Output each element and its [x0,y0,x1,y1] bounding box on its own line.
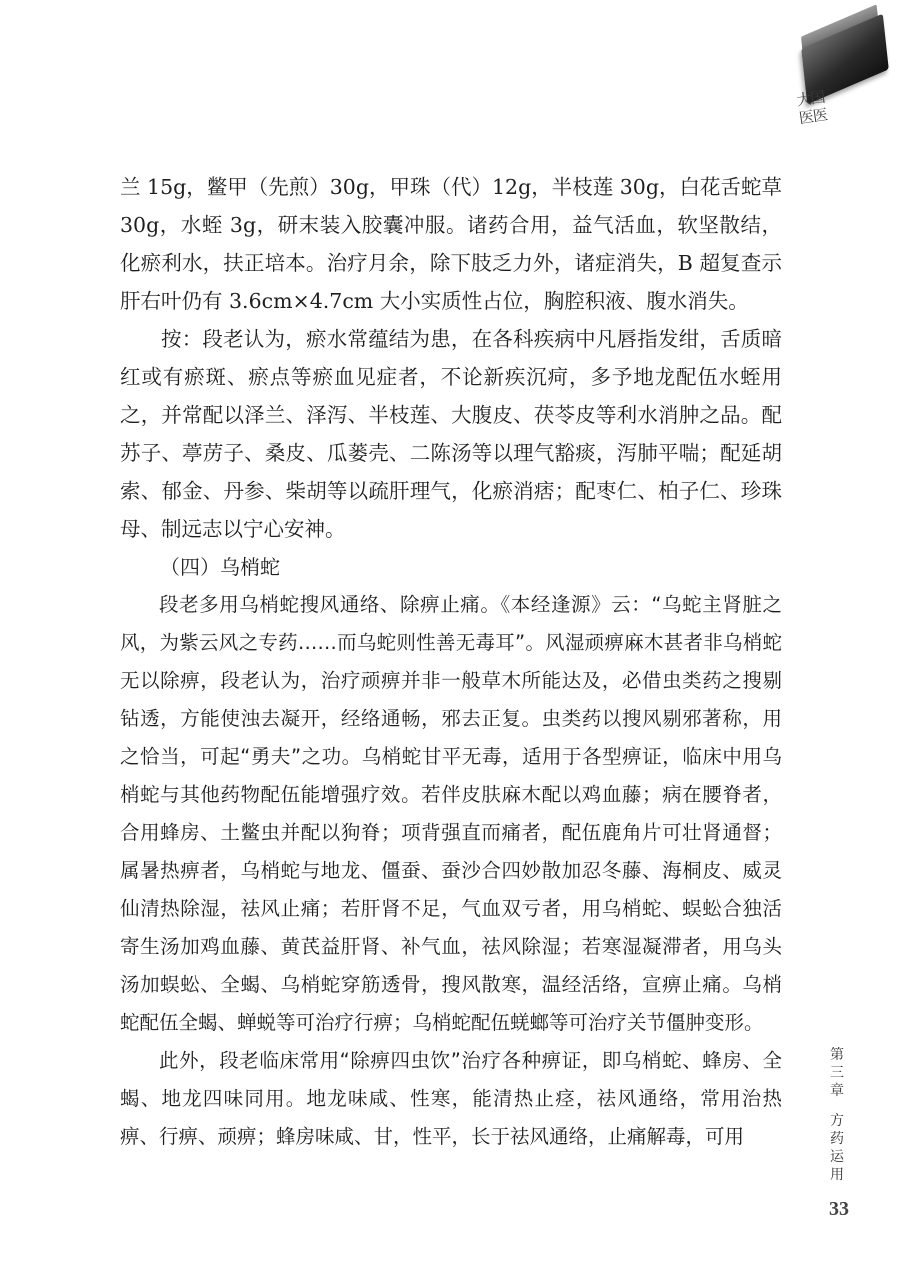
paragraph-commentary: 按：段老认为，瘀水常蕴结为患，在各科疾病中凡唇指发绀，舌质暗红或有瘀斑、瘀点等瘀血见症者，不论新疾沉疴，多予地龙配伍水蛭用之，并常配以泽兰、泽泻、半枝莲、大腹皮、茯苓皮等利水消肿之品。配苏子、葶苈子、桑皮、瓜蒌壳、二陈汤等以理气豁痰，泻肺平喘；配延胡索、郁金、丹参、柴胡等以疏肝理气，化瘀消痞；配枣仁、柏子仁、珍珠母、制远志以宁心安神。 [120,327,782,541]
side-chapter-label: 第三章 [830,1047,844,1099]
body-text [120,168,782,1156]
paragraph-wushaoshe: 段老多用乌梢蛇搜风通络、除痹止痛。《本经逢源》云：“乌蛇主肾脏之风，为紫云风之专药……而乌蛇则性善无毒耳”。风湿顽痹麻木甚者非乌梢蛇无以除痹，段老认为，治疗顽痹并非一般草木所能达及，必借虫类药之搜剔钻透，方能使浊去凝开，经络通畅，邪去正复。虫类药以搜风剔邪著称，用之恰当，可起“勇夫”之功。乌梢蛇甘平无毒，适用于各型痹证，临床中用乌梢蛇与其他药物配伍能增强疗效。若伴皮肤麻木配以鸡血藤；病在腰脊者，合用蜂房、土鳖虫并配以狗脊；项背强直而痛者，配伍鹿角片可壮肾通督；属暑热痹者，乌梢蛇与地龙、僵蚕、蚕沙合四妙散加忍冬藤、海桐皮、威灵仙清热除湿，祛风止痛；若肝肾不足，气血双亏者，用乌梢蛇、蜈蚣合独活寄生汤加鸡血藤、黄芪益肝肾、补气血，祛风除湿；若寒湿凝滞者，用乌头汤加蜈蚣、全蝎、乌梢蛇穿筋透骨，搜风散寒，温经活络，宣痹止痛。乌梢蛇配伍全蝎、蝉蜕等可治疗行痹；乌梢蛇配伍蜣螂等可治疗关节僵肿变形。 [120,593,782,1034]
paragraph-chubi-sichong: 此外，段老临床常用“除痹四虫饮”治疗各种痹证，即乌梢蛇、蜂房、全蝎、地龙四味同用。地龙味咸、性寒，能清热止痉，祛风通络，常用治热痹、行痹、顽痹；蜂房味咸、甘，性平，长于祛风通络，止痛解毒，可用 [120,1049,782,1148]
paragraph-prescription: 兰 15g，鳖甲（先煎）30g，甲珠（代）12g，半枝莲 30g，白花舌蛇草 30g，水蛭 3g，研末装入胶囊冲服。诸药合用，益气活血，软坚散结，化瘀利水，扶正培本。治疗月余，除下肢乏力外，诸症消失，B 超复查示肝右叶仍有 3.6cm×4.7cm 大小实质性占位，胸腔积液、腹水消失。 [120,175,782,313]
seal-logo [796,10,892,130]
side-chapter-title: 方药运用 [830,1113,844,1183]
section-heading: （四）乌梢蛇 [160,555,280,579]
page-number: 33 [829,1198,849,1220]
seal-stamp-text: 大国 医医 [795,87,829,128]
